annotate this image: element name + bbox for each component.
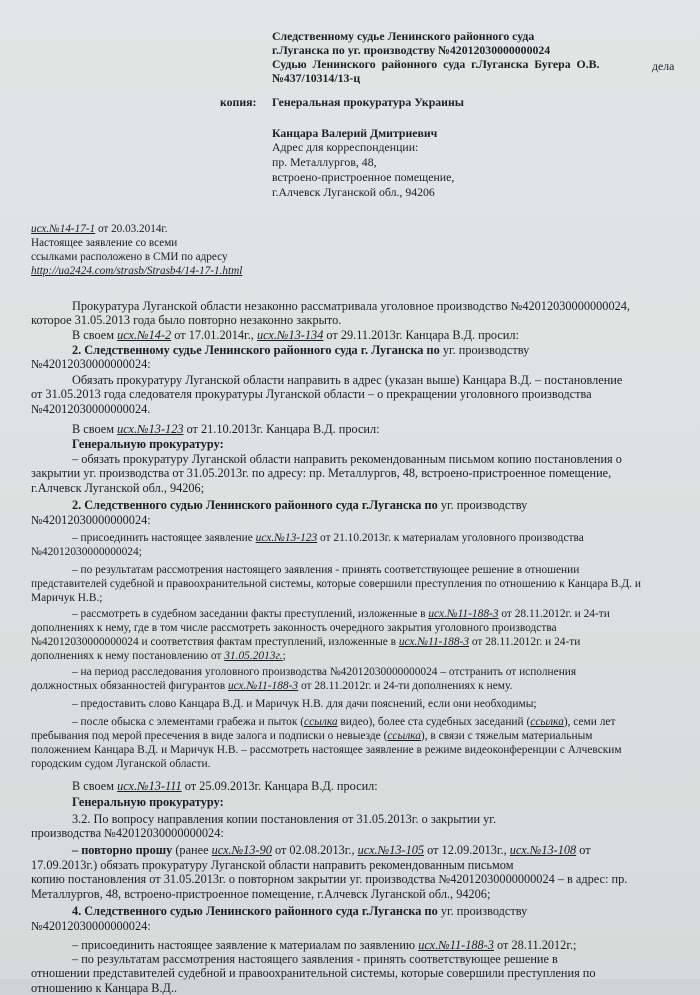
body-text-span: – обязать прокуратуру Луганской области направить рекомендованным письмом копию постановления о	[72, 452, 622, 466]
reference-link[interactable]: исх.№11-188-3	[418, 938, 494, 952]
body-text-span: Генеральную прокуратуру:	[72, 437, 224, 451]
body-line	[31, 621, 557, 635]
body-text-span: от 29.11.2013г. Канцара В.Д. просил:	[323, 328, 519, 342]
body-text-span: от 31.05.2013 года следователя прокуратуры Луганской области – о прекращении уголовного производства	[31, 387, 592, 401]
body-text-span: 3.2. По вопросу направления копии постановления от 31.05.2013г. о закрытии уг.	[72, 812, 497, 826]
body-text-span: – после обыска с элементами грабежа и пыток (	[72, 716, 305, 728]
publication-note-1: Настоящее заявление со всеми	[31, 237, 178, 249]
sender-address-4: г.Алчевск Луганской обл., 94206	[272, 185, 435, 199]
body-line	[31, 858, 513, 872]
body-line	[31, 826, 224, 840]
body-text-span: В своем	[72, 422, 118, 436]
body-text-span: городским судом Луганской области.	[31, 758, 211, 770]
body-text-span: закрытии уг. производства от 31.05.2013г. по адресу: пр. Металлургов, 48, встроено-пристроенное помещение,	[31, 466, 612, 480]
body-text-span: должностных обязанностей фигурантов	[31, 680, 228, 692]
body-line	[31, 872, 627, 886]
copy-recipient: Генеральная прокуратура Украины	[272, 95, 464, 109]
body-text-span: – рассмотреть в судебном заседании факты преступлений, изложенные в	[72, 608, 429, 620]
body-text-span: ), семи лет	[563, 716, 616, 728]
body-line	[72, 795, 224, 809]
reference-link[interactable]: исх.№13-105	[357, 843, 425, 857]
body-text-span: – присоединить настоящее заявление	[72, 532, 256, 544]
sender-address-1: Адрес для корреспонденции:	[272, 140, 419, 154]
reference-link[interactable]: исх.№13-134	[256, 328, 324, 342]
body-text-span: Металлургов, 48, встроено-пристроенное помещение, г.Алчевск Луганской обл., 94206;	[31, 887, 491, 901]
body-text-span: производства №42012030000000024:	[31, 826, 224, 840]
reference-link[interactable]: исх.№11-188-3	[398, 636, 470, 648]
reference-number-link[interactable]: исх.№14-17-1	[31, 223, 96, 235]
body-line	[72, 299, 630, 313]
body-line	[31, 635, 580, 649]
body-text-span: от 28.11.2012г.;	[493, 938, 577, 952]
body-text-span: положением Канцара В.Д. и Маричук Н.В. – рассмотреть настоящее заявление в режиме видеоконференции с Алчевским	[31, 744, 622, 756]
body-text-span: – по результатам рассмотрения настоящего заявления - принять соответствующее решение в	[72, 952, 558, 966]
body-text-span: уг. производству	[437, 904, 528, 918]
addressee-line-3-tail: дела	[652, 59, 675, 73]
body-line	[72, 665, 690, 679]
body-text-span: от 17.01.2014г.,	[171, 328, 257, 342]
body-line	[72, 904, 690, 918]
body-line	[72, 779, 378, 793]
body-text-span: – повторно прошу	[72, 843, 173, 857]
body-line	[31, 757, 210, 771]
body-text-span: – по результатам рассмотрения настоящего заявления - принять соответствующее решение в отношении	[72, 564, 580, 576]
reference-link[interactable]: исх.№11-188-3	[428, 608, 499, 620]
reference-link[interactable]: исх.№13-123	[117, 422, 184, 436]
reference-link[interactable]: исх.№13-108	[509, 843, 577, 857]
body-text-span: от 12.09.2013г.,	[424, 843, 510, 857]
body-text-span: – на период расследования уголовного производства №42012030000000024 – отстранить от исполнения	[72, 666, 577, 678]
body-line	[72, 812, 690, 826]
body-text-span: копию постановления от 31.05.2013г. о повторном закрытии уг. производства №42012030000000024 – в адрес: пр.	[31, 872, 628, 886]
body-line	[72, 938, 576, 952]
body-line	[31, 466, 611, 480]
body-text-span: Обязать прокуратуру Луганской области направить в адрес (указан выше) Канцара В.Д. – постановление	[72, 373, 623, 387]
body-line	[72, 607, 690, 621]
body-text-span: 2. Следственному судье Ленинского районного суда г. Луганска по	[72, 343, 440, 357]
body-text-span: ), в связи с тяжелым материальным	[420, 730, 593, 742]
body-line	[31, 545, 142, 559]
body-text-span: уг. производству	[437, 498, 528, 512]
reference-link[interactable]: исх.№13-123	[255, 532, 318, 544]
body-line	[72, 328, 519, 342]
copy-label: копия:	[220, 95, 257, 109]
body-text-span: дополнениях к нему постановлению от	[31, 650, 225, 662]
body-line	[72, 697, 537, 711]
body-line	[72, 343, 690, 357]
reference-link[interactable]: 31.05.2013г.	[224, 650, 283, 662]
body-line	[31, 313, 341, 327]
body-text-span: 4. Следственного судью Ленинского районного суда г.Луганска по	[72, 904, 438, 918]
body-text-span: г.Алчевск Луганской обл., 94206;	[31, 481, 205, 495]
reference-link[interactable]: исх.№14-2	[117, 328, 172, 342]
body-line	[72, 422, 380, 436]
body-text-span: дополнениях к нему, где в том числе рассмотреть законность очередного закрытия уголовного производства	[31, 622, 557, 634]
body-line	[72, 563, 690, 577]
body-text-span: от 21.10.2013г. Канцара В.Д. просил:	[183, 422, 380, 436]
publication-url-link[interactable]: http://ua2424.com/strasb/Strasb4/14-17-1.html	[31, 265, 243, 277]
body-line	[31, 577, 641, 591]
body-text-span: отношении представителей судебной и правоохранительной системы, которые совершили преступления по	[31, 966, 596, 980]
body-text-span: №42012030000000024;	[31, 546, 142, 558]
body-text-span: отношению к Канцара В.Д..	[31, 981, 178, 995]
body-text-span: от 28.11.2012г. и 24-ти дополнениях к нему.	[298, 680, 513, 692]
body-line	[72, 952, 690, 966]
body-text-span: от 21.10.2013г. к материалам уголовного производства	[317, 532, 584, 544]
body-text-span: №42012030000000024 и соответствия фактам преступлений, изложенные в	[31, 636, 399, 648]
publication-note-2: ссылками расположено в СМИ по адресу	[31, 251, 228, 263]
body-text-span: №42012030000000024.	[31, 402, 151, 416]
body-line	[31, 887, 490, 901]
reference-link[interactable]: ссылка	[387, 730, 421, 742]
body-line	[31, 743, 622, 757]
body-text-span: Прокуратура Луганской области незаконно рассматривала уголовное производство №42012030000000024,	[72, 299, 630, 313]
body-text-span: В своем	[72, 779, 118, 793]
body-text-span: от 02.08.2013г.,	[271, 843, 358, 857]
body-line	[31, 481, 204, 495]
body-text-span: пребывания под мерой пресечения в виде залога и подписки о невыезде (	[31, 730, 388, 742]
addressee-line-4: №437/10314/13-ц	[272, 71, 361, 85]
body-line	[31, 729, 592, 743]
addressee-line-2: г.Луганска по уг. производству №42012030000000024	[272, 43, 551, 57]
body-text-span: представителей судебной и правоохранительной системы, которые совершили преступления по отношению к Канцара В.Д. и	[31, 578, 641, 590]
reference-link[interactable]: ссылка	[304, 716, 338, 728]
reference-link[interactable]: исх.№13-111	[117, 779, 182, 793]
body-text-span: от 25.09.2013г. Канцара В.Д. просил:	[181, 779, 378, 793]
body-text-span: – предоставить слово Канцара В.Д. и Маричук Н.В. для дачи пояснений, если они необходимы;	[72, 698, 537, 710]
body-text-span: (ранее	[172, 843, 212, 857]
body-text-span: от 28.11.2012г. и 24-ти	[469, 636, 581, 648]
body-line	[72, 452, 622, 466]
body-text-span: – присоединить настоящее заявление к материалам по заявлению	[72, 938, 419, 952]
body-text-span: ;	[282, 650, 286, 662]
addressee-line-1: Следственному судье Ленинского районного суда	[272, 29, 535, 43]
body-line	[31, 919, 151, 933]
body-line	[72, 373, 622, 387]
body-text-span: Маричук Н.В.;	[31, 592, 103, 604]
body-text-span: 2. Следственного судью Ленинского районного суда г.Луганска по	[72, 498, 438, 512]
reference-link[interactable]: ссылка	[530, 716, 564, 728]
body-text-span: уг. производству	[439, 343, 530, 357]
body-line	[31, 981, 177, 995]
body-text-span: Генеральную прокуратуру:	[72, 795, 224, 809]
reference-link[interactable]: исх.№13-90	[211, 843, 272, 857]
sender-address-2: пр. Металлургов, 48,	[272, 155, 377, 169]
body-line	[72, 843, 690, 857]
body-line	[31, 387, 592, 401]
body-line	[72, 437, 224, 451]
body-text-span: которое 31.05.2013 года было повторно незаконно закрыто.	[31, 313, 342, 327]
body-line	[72, 715, 690, 729]
addressee-line-3: Судью Ленинского районного суда г.Луганска Бугера О.В.	[272, 57, 600, 71]
body-line	[31, 679, 512, 693]
body-line	[31, 513, 151, 527]
body-text-span: №42012030000000024:	[31, 357, 151, 371]
body-line	[31, 966, 596, 980]
outgoing-reference: исх.№14-17-1 от 20.03.2014г.	[31, 223, 168, 235]
body-text-span: от 28.11.2012г. и 24-ти	[498, 608, 610, 620]
sender-name: Канцара Валерий Дмитриевич	[272, 126, 438, 140]
body-line	[31, 649, 286, 663]
body-line	[31, 402, 150, 416]
body-text-span: В своем	[72, 328, 118, 342]
body-line	[31, 357, 151, 371]
reference-link[interactable]: исх.№11-188-3	[227, 680, 299, 692]
body-text-span: 17.09.2013г.) обязать прокуратуру Луганской области направить рекомендованным письмом	[31, 858, 514, 872]
body-line	[31, 591, 102, 605]
body-text-span: видео), более ста судебных заседаний (	[337, 716, 531, 728]
body-line	[72, 498, 690, 512]
body-text-span: от	[576, 843, 591, 857]
body-text-span: №42012030000000024:	[31, 919, 151, 933]
body-line	[72, 531, 690, 545]
sender-address-3: встроено-пристроенное помещение,	[272, 170, 455, 184]
body-text-span: №42012030000000024:	[31, 513, 151, 527]
